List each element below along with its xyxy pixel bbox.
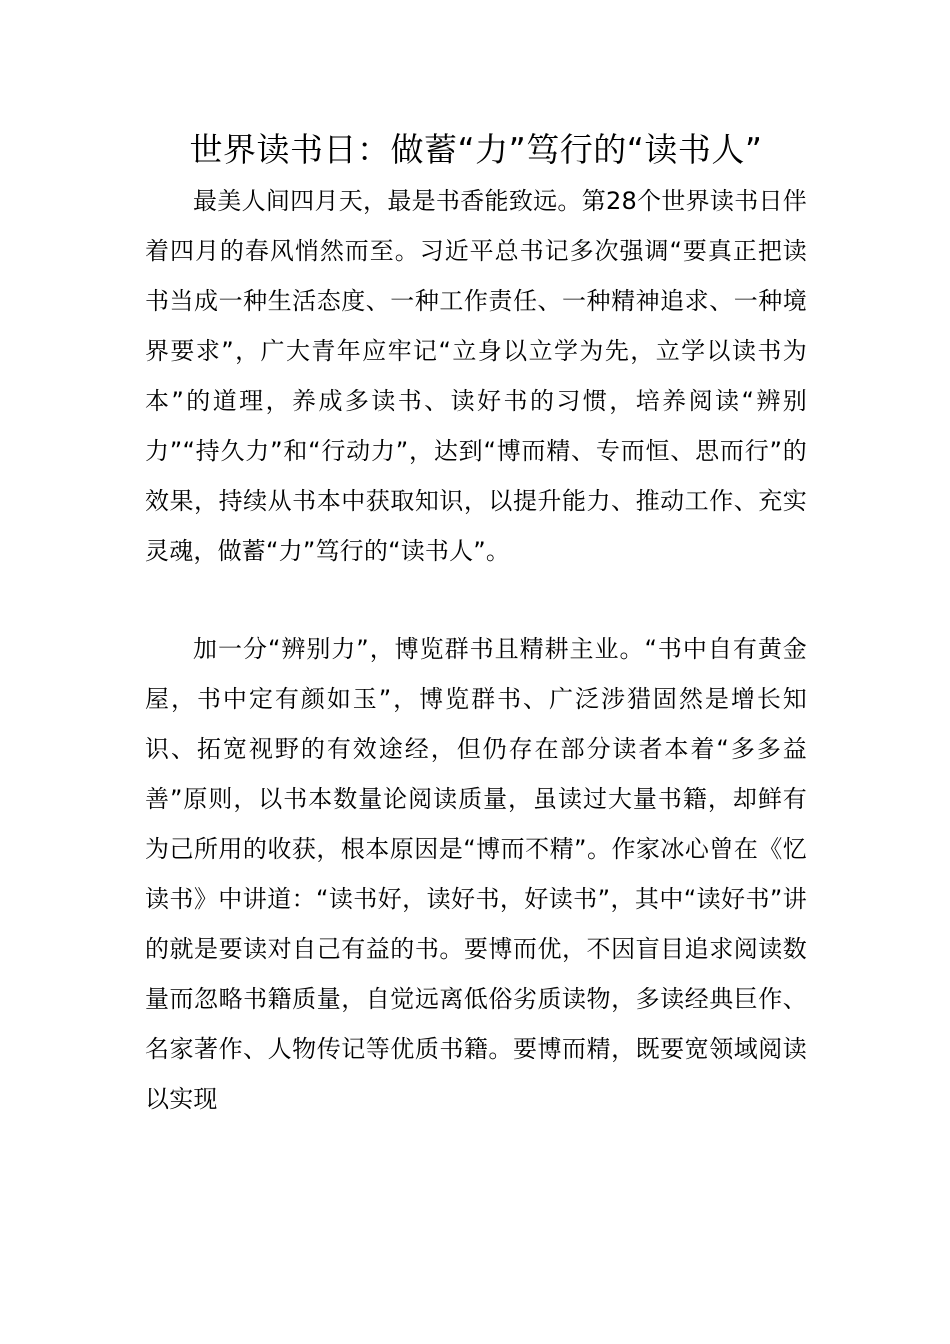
paragraph-discernment: 加一分“辨别力”，博览群书且精耕主业。“书中自有黄金屋，书中定有颜如玉”，博览群书、广泛涉猎固然是增长知识、拓宽视野的有效途经，但仍存在部分读者本着“多多益善”原则，以书本数量论阅读质量，虽读过大量书籍，却鲜有为己所用的收获，根本原因是“博而不精”。作家冰心曾在《忆读书》中讲道：“读书好，读好书，好读书”，其中“读好书”讲的就是要读对自己有益的书。要博而优，不因盲目追求阅读数量而忽略书籍质量，自觉远离低俗劣质读物，多读经典巨作、名家著作、人物传记等优质书籍。要博而精，既要宽领域阅读以实现: [145, 635, 807, 1113]
paragraph-intro: 最美人间四月天，最是书香能致远。第28个世界读书日伴着四月的春风悄然而至。习近平总书记多次强调“要真正把读书当成一种生活态度、一种工作责任、一种精神追求、一种境界要求”，广大青年应牢记“立身以立学为先，立学以读书为本”的道理，养成多读书、读好书的习惯，培养阅读“辨别力”“持久力”和“行动力”，达到“博而精、专而恒、思而行”的效果，持续从书本中获取知识，以提升能力、推动工作、充实灵魂，做蓄“力”笃行的“读书人”。: [145, 187, 807, 565]
document-title: 世界读书日：做蓄“力”笃行的“读书人”: [189, 130, 763, 169]
paragraph-spacer: [145, 576, 807, 624]
document-page: [145, 130, 807, 1124]
